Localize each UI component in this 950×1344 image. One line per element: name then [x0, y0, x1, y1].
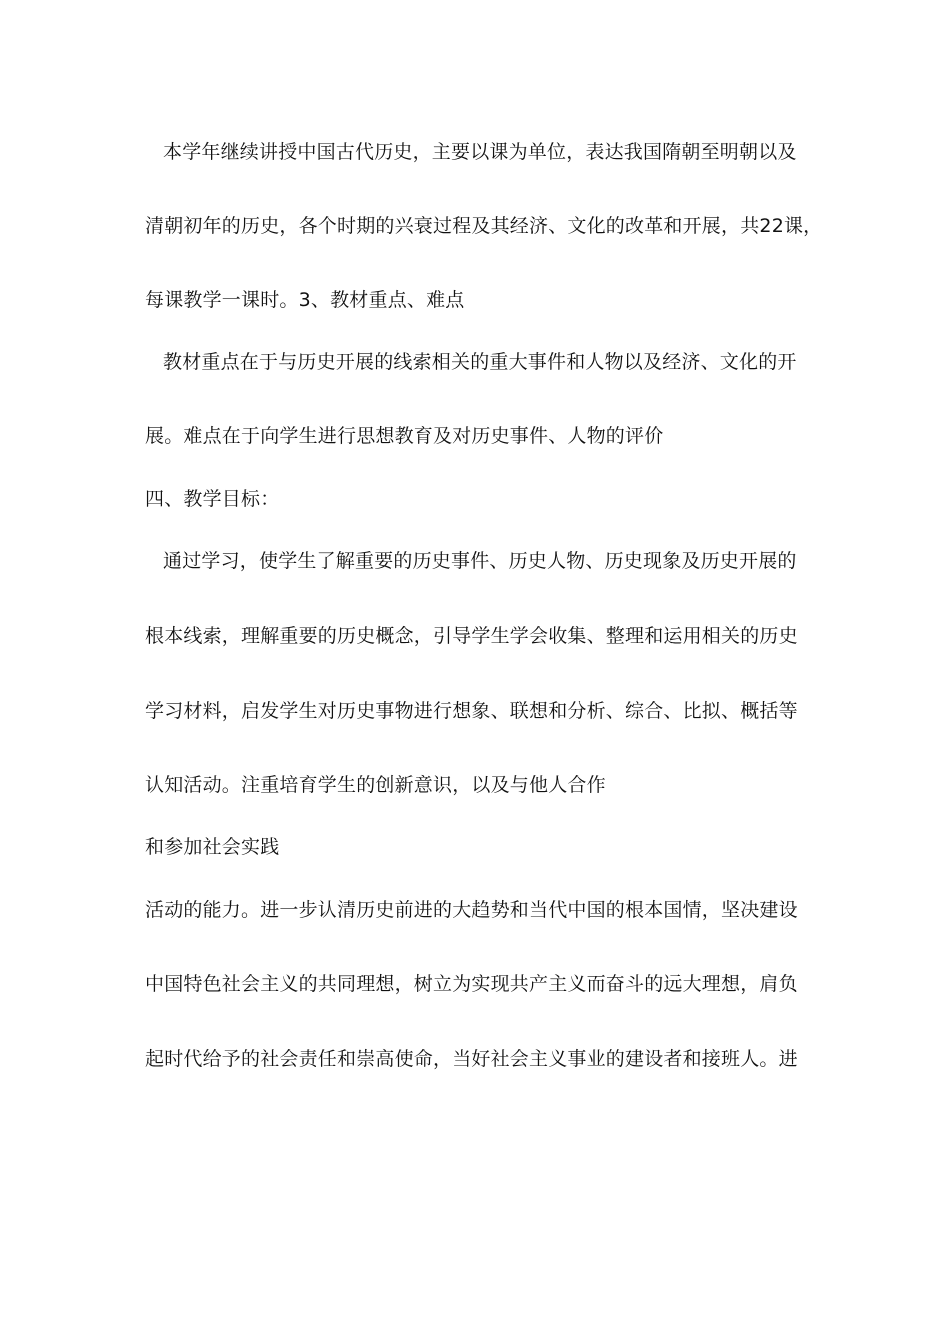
section-heading-teaching-goals: 四、教学目标： — [145, 488, 280, 510]
text-line-14: 起时代给予的社会责任和崇高使命，当好社会主义事业的建设者和接班人。进 — [145, 1048, 798, 1070]
text-line-10: 认知活动。注重培育学生的创新意识，以及与他人合作 — [145, 774, 606, 796]
text-line-1: 本学年继续讲授中国古代历史，主要以课为单位，表达我国隋朝至明朝以及 — [163, 141, 797, 163]
text-line-3: 每课教学一课时。3、教材重点、难点 — [145, 289, 465, 311]
text-line-9: 学习材料，启发学生对历史事物进行想象、联想和分析、综合、比拟、概括等 — [145, 700, 798, 722]
text-line-7: 通过学习，使学生了解重要的历史事件、历史人物、历史现象及历史开展的 — [163, 550, 797, 572]
text-line-4: 教材重点在于与历史开展的线索相关的重大事件和人物以及经济、文化的开 — [163, 351, 797, 373]
text-line-13: 中国特色社会主义的共同理想，树立为实现共产主义而奋斗的远大理想，肩负 — [145, 973, 798, 995]
text-line-8: 根本线索，理解重要的历史概念，引导学生学会收集、整理和运用相关的历史 — [145, 625, 798, 647]
text-line-12: 活动的能力。进一步认清历史前进的大趋势和当代中国的根本国情，坚决建设 — [145, 899, 798, 921]
text-line-2: 清朝初年的历史，各个时期的兴衰过程及其经济、文化的改革和开展，共22课， — [145, 215, 823, 237]
text-line-5: 展。难点在于向学生进行思想教育及对历史事件、人物的评价 — [145, 425, 664, 447]
text-line-11: 和参加社会实践 — [145, 836, 280, 858]
